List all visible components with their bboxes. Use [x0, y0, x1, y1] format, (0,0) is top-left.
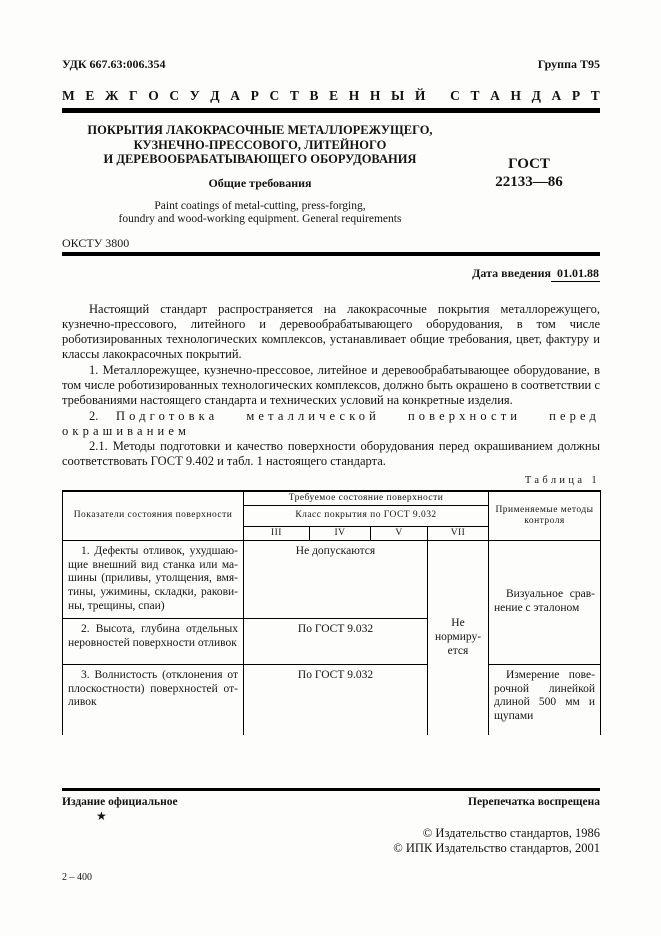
gost-designation	[458, 155, 600, 227]
group-code: Группа Т95	[537, 57, 600, 71]
gost-label: ГОСТ	[508, 156, 550, 172]
row1-indicator: 1. Дефекты отливок, ухудшающие внешний вид станка или машины (приливы, утолщения, вмятины, ужимины, складки, раковины, трещины, спаи)	[63, 540, 244, 618]
document-subtitle: Общие требования	[208, 175, 312, 190]
surface-requirements-table	[62, 490, 601, 735]
body-text	[62, 302, 600, 470]
official-edition-label: Издание официальное	[62, 796, 178, 809]
title-line-1: ПОКРЫТИЯ ЛАКОКРАСОЧНЫЕ МЕТАЛЛОРЕЖУЩЕГО,	[87, 123, 433, 137]
header-required-state: Требуемое состояние поверхности	[244, 491, 489, 506]
horizontal-rule-okstu	[62, 252, 600, 256]
gost-number: 22133—86	[495, 174, 563, 190]
paragraph-clause-2	[62, 409, 600, 440]
row2-indicator: 2. Высота, глубина отдельных неровностей поверхности отливок	[63, 618, 244, 664]
copyright-line-2: © ИПК Издательство стандартов, 2001	[393, 840, 600, 855]
title-en-line-1: Paint coatings of metal-cutting, press-forging,	[154, 199, 366, 212]
document-title	[62, 123, 458, 167]
header-control-methods: Применяемые методы контроля	[489, 491, 601, 541]
method-visual: Визуальное сравнение с эталоном	[489, 540, 601, 664]
print-order-number: 2 – 400	[62, 872, 92, 884]
horizontal-rule-footer	[62, 788, 600, 791]
header-coating-class: Класс покрытия по ГОСТ 9.032	[244, 505, 489, 526]
row3-value: По ГОСТ 9.032	[244, 664, 428, 735]
copyright-line-1: © Издательство стандартов, 1986	[422, 826, 600, 841]
table-caption: Таблица 1	[524, 474, 600, 486]
header-class-iv: IV	[310, 526, 371, 540]
table-header	[63, 491, 601, 541]
reprint-prohibited-label: Перепечатка воспрещена	[468, 796, 600, 809]
title-line-2: КУЗНЕЧНО-ПРЕССОВОГО, ЛИТЕЙНОГО	[133, 137, 387, 152]
clause-2-heading: Подготовка металлической поверхности перед окрашиванием	[62, 408, 601, 438]
copyright-block	[62, 826, 600, 855]
paragraph-clause-1: 1. Металлорежущее, кузнечно-прессовое, литейное и деревообрабатывающее оборудование, в том числе роботизированных технологических комплексов, должно быть окрашено в соответствии с требованиями настоящего стандарта и технических условий на конкретные изделия.	[62, 362, 600, 408]
title-block	[62, 123, 458, 227]
horizontal-rule-top	[62, 108, 600, 113]
standard-category-heading: М Е Ж Г О С У Д А Р С Т В Е Н Н Ы Й С Т А Н Д А Р Т	[62, 88, 600, 103]
row1-value: Не допускаются	[244, 540, 428, 618]
method-measure: Измерение поверочной линейкой длиной 500 мм и щупами	[489, 664, 601, 735]
vii-value: Не нормируется	[428, 540, 489, 735]
clause-2-number: 2.	[89, 408, 99, 423]
row2-value: По ГОСТ 9.032	[244, 618, 428, 664]
header-class-v: V	[371, 526, 428, 540]
udk-code: УДК 667.63:006.354	[62, 57, 166, 71]
title-section	[62, 123, 600, 227]
date-label: Дата введения	[472, 265, 551, 280]
paragraph-clause-2-1: 2.1. Методы подготовки и качество поверхности оборудования перед окрашиванием должны соответствовать ГОСТ 9.402 и табл. 1 настоящего стандарта.	[62, 439, 600, 469]
title-english	[62, 200, 458, 227]
star-icon: ★	[96, 809, 107, 824]
row3-indicator: 3. Волнистость (отклонения от плоскостности) поверхностей отливок	[63, 664, 244, 735]
title-en-line-2: foundry and wood-working equipment. General requirements	[118, 213, 402, 225]
introduction-date	[62, 266, 600, 281]
okstu-code: ОКСТУ 3800	[62, 235, 130, 250]
header-class-vii: VII	[428, 526, 489, 540]
title-line-3: И ДЕРЕВООБРАБАТЫВАЮЩЕГО ОБОРУДОВАНИЯ	[103, 152, 417, 166]
table-row	[63, 664, 601, 735]
date-value: 01.01.88	[551, 266, 600, 282]
header-indicators: Показатели состояния поверхности	[63, 491, 244, 541]
paragraph-scope: Настоящий стандарт распространяется на лакокрасочные покрытия металлорежущего, кузнечно-прессового, литейного и деревообрабатывающего оборудования, в том числе роботизированных технологических комплексов, устанавливает общие требования, цвет, фактуру и классы лакокрасочных покрытий.	[62, 301, 600, 362]
table-row	[63, 540, 601, 618]
header-class-iii: III	[244, 526, 310, 540]
table-body	[63, 540, 601, 735]
document-header	[62, 57, 600, 71]
footer	[62, 795, 600, 809]
